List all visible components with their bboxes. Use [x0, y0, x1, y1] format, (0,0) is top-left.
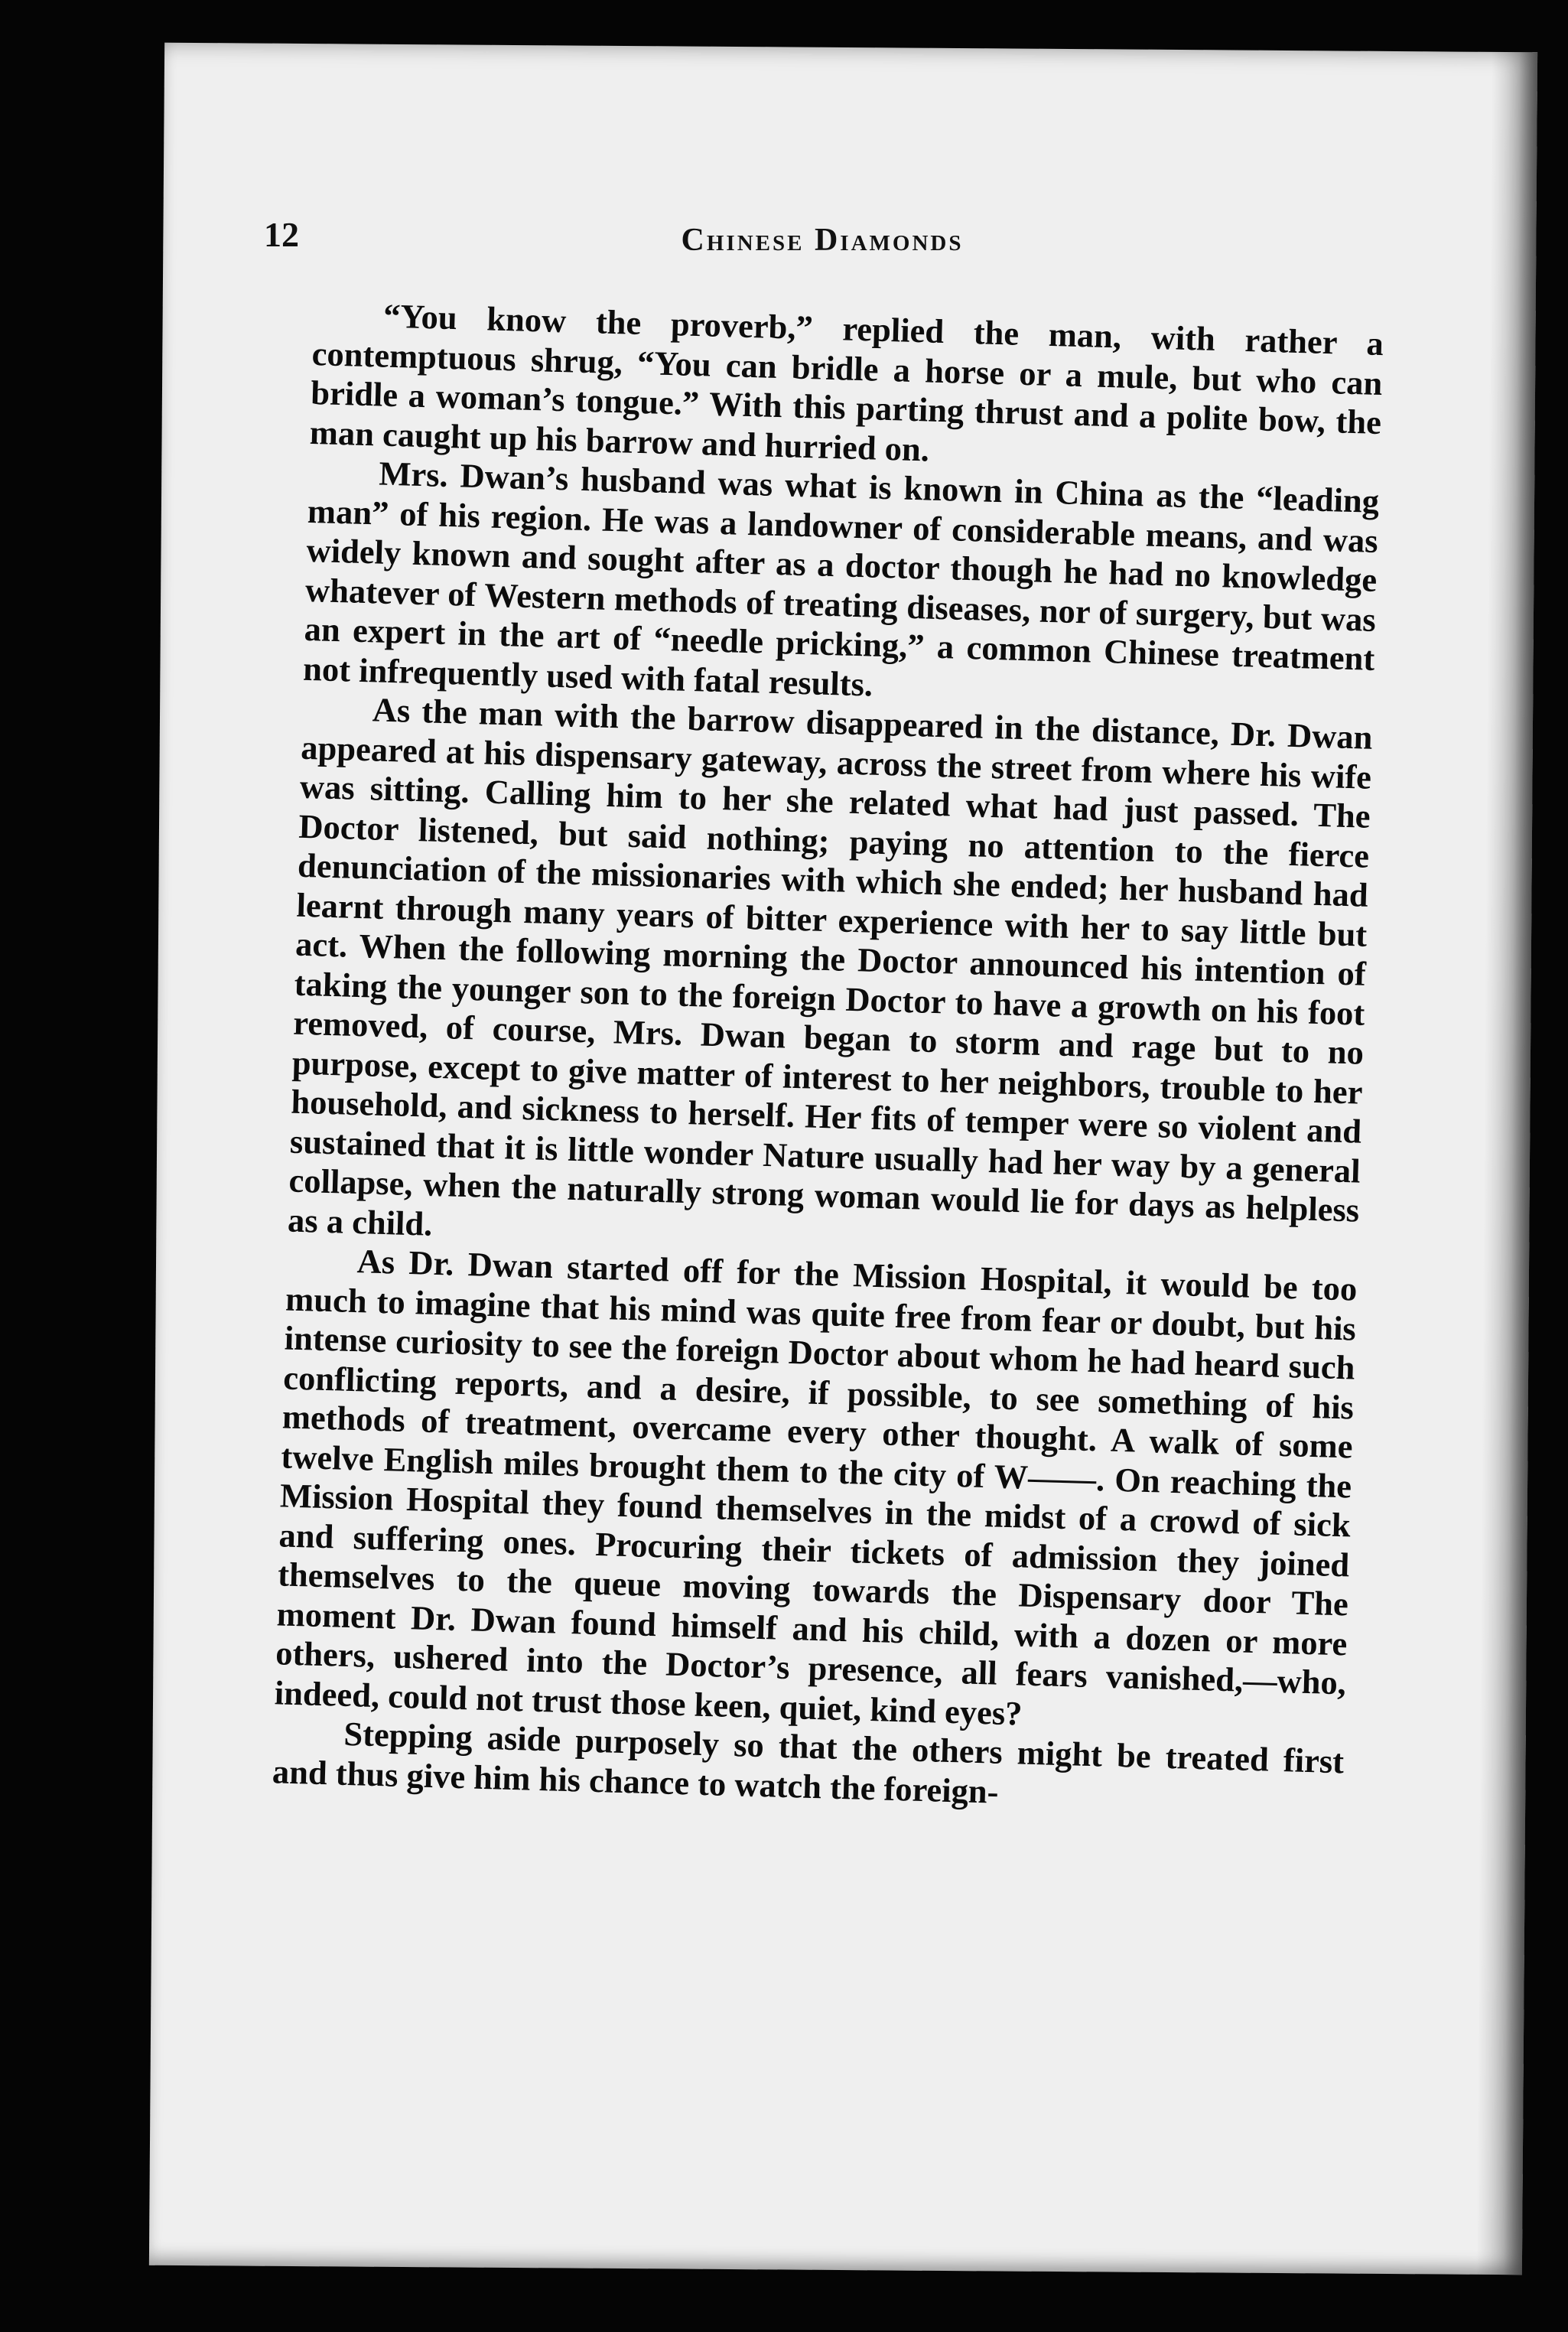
page-gutter-shadow: [1476, 52, 1537, 2275]
paragraph-1: “You know the proverb,” replied the man, with rather a contemptuous shrug, “You can bridle a horse or a mule, but who can bridle a woman’s tongue.” With this parting thrust and a polite bow, the man caught up his barrow and hurried on.: [309, 296, 1384, 469]
paragraph-3: As the man with the barrow disappeared in the distance, Dr. Dwan appeared at his dispensary gateway, across the street from where his wife was sitting. Calling him to her she related what had just passed. The Doctor listened, but said nothing; paying no attention to the fierce denunciation of the missionaries with which she ended; her husband had learnt through many years of bitter experience with her to say little but act. When the following morning the Doctor announced his intention of taking the younger son to the foreign Doctor to have a growth on his foot removed, of course, Mrs. Dwan began to storm and rage but to no purpose, except to give matter of interest to her neighbors, trouble to her household, and sickness to herself. Her fits of temper were so violent and sustained that it is little wonder Nature usually had her way by a general collapse, when the naturally strong woman would lie for days as helpless as a child.: [287, 690, 1374, 1243]
paragraph-4: As Dr. Dwan started off for the Mission Hospital, it would be too much to imagine that his mind was quite free from fear or doubt, but his intense curiosity to see the foreign Doctor about whom he had heard such conflicting reports, and a desire, if possible, to see something of his methods of treatment, overcame every other thought. A walk of some twelve English miles brought them to the city of W——. On reaching the Mission Hospital they found themselves in the midst of a crowd of sick and suffering ones. Procuring their tickets of admission they joined themselves to the queue moving towards the Dispensary door The moment Dr. Dwan found himself and his child, with a dozen or more others, ushered into the Doctor’s presence, all fears vanished,—who, indeed, could not trust those keen, quiet, kind eyes?: [274, 1242, 1358, 1733]
page-number: 12: [264, 215, 299, 254]
book-title: Chinese Diamonds: [681, 223, 964, 258]
running-head: [264, 205, 1381, 266]
paragraph-2: Mrs. Dwan’s husband was what is known in China as the “leading man” of his region. He was a landowner of considerable means, and was widely known and sought after as a doctor though he had no knowledge whatever of Western methods of treating diseases, nor of surgery, but was an expert in the art of “needle pricking,” a common Chinese treatment not infrequently used with fatal results.: [302, 454, 1380, 704]
paragraph-5: Stepping aside purposely so that the others might be treated first and thus give him his chance to watch the foreign-: [272, 1714, 1345, 1811]
body-text: [272, 295, 1384, 1821]
